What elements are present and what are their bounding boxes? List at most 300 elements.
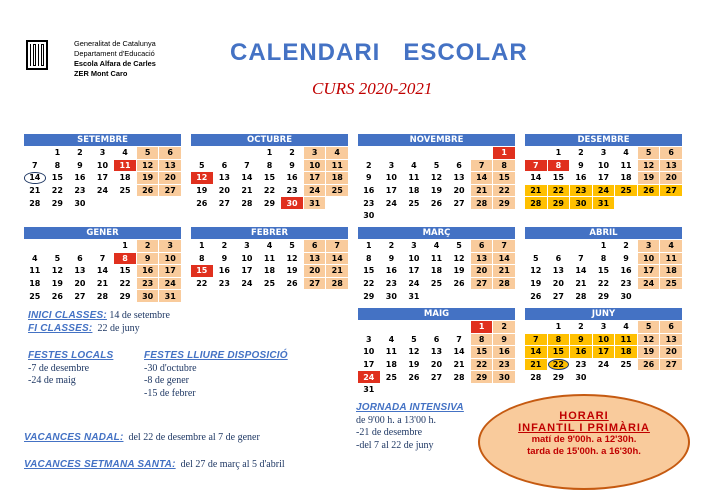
day-cell: 18 <box>430 266 443 276</box>
day-cell: 19 <box>638 172 660 184</box>
day-cell: 17 <box>593 346 615 358</box>
day-cell: 16 <box>137 265 159 277</box>
empty-cell <box>381 147 403 159</box>
empty-cell <box>548 240 570 252</box>
day-cell: 12 <box>408 347 420 357</box>
day-cell: 9 <box>578 160 584 170</box>
empty-cell <box>525 147 547 159</box>
day-cell: 6 <box>456 160 462 170</box>
day-cell: 2 <box>578 148 584 158</box>
day-cell: 17 <box>408 266 420 276</box>
day-cell: 2 <box>493 321 515 333</box>
month-grid <box>358 147 515 222</box>
day-cell: 2 <box>623 241 629 251</box>
horari-mati: matí de 9'00h. a 12'30h. <box>531 434 637 445</box>
day-cell: 9 <box>388 253 395 263</box>
festes-locals-item: -24 de maig <box>28 375 76 386</box>
festes-locals-item: -7 de desembre <box>28 362 90 374</box>
day-cell: 3 <box>388 160 395 170</box>
day-cell: 14 <box>575 266 587 276</box>
day-cell: 3 <box>638 240 660 252</box>
day-cell: 17 <box>159 265 181 277</box>
day-cell: 8 <box>600 253 607 263</box>
day-cell: 1 <box>600 241 607 251</box>
day-cell: 29 <box>363 291 375 301</box>
day-cell: 29 <box>493 197 515 209</box>
day-cell: 19 <box>430 186 443 196</box>
day-cell: 19 <box>530 279 542 289</box>
day-cell: 18 <box>408 186 420 196</box>
day-cell: 4 <box>326 147 348 159</box>
day-cell: 8 <box>365 253 372 263</box>
day-cell: 13 <box>660 160 682 172</box>
day-cell: 26 <box>638 185 660 197</box>
day-cell: 3 <box>244 241 250 251</box>
day-cell: 14 <box>453 347 465 357</box>
day-cell: 6 <box>304 240 326 252</box>
horari-title: HORARI <box>559 410 609 422</box>
day-cell: 16 <box>385 266 397 276</box>
month-grid <box>191 240 348 289</box>
day-cell: 20 <box>660 346 682 358</box>
inici-value: 14 de setembre <box>106 310 170 321</box>
day-cell: 22 <box>196 279 208 289</box>
day-cell: 31 <box>304 197 326 209</box>
day-cell: 9 <box>493 334 515 346</box>
day-cell: 9 <box>623 253 629 263</box>
day-cell: 17 <box>385 186 397 196</box>
vacances-setmana-santa <box>24 459 285 470</box>
day-cell: 13 <box>159 160 181 172</box>
day-cell: 19 <box>137 172 159 184</box>
festes-lliure-item: -30 d'octubre <box>144 362 197 374</box>
day-cell: 21 <box>453 360 465 370</box>
day-cell: 24 <box>597 360 610 370</box>
month-name: GENER <box>24 227 181 239</box>
org-line: Generalitat de Catalunya <box>74 39 156 48</box>
month-grid <box>525 321 682 383</box>
day-cell: 22 <box>119 279 131 289</box>
day-cell: 29 <box>471 371 493 383</box>
day-cell: 4 <box>31 253 38 263</box>
day-cell: 6 <box>471 240 493 252</box>
empty-cell <box>191 147 213 159</box>
day-cell: 23 <box>363 198 375 208</box>
day-cell: 26 <box>638 359 660 371</box>
day-cell: 18 <box>263 266 276 276</box>
day-cell: 3 <box>600 148 607 158</box>
day-cell: 7 <box>493 240 515 252</box>
empty-cell <box>471 147 493 159</box>
day-cell: 17 <box>597 173 610 183</box>
day-cell: 25 <box>660 278 682 290</box>
day-cell: 26 <box>286 279 298 289</box>
day-cell: 5 <box>456 241 462 251</box>
day-cell: 31 <box>593 197 615 209</box>
empty-cell <box>403 321 425 333</box>
day-cell: 30 <box>493 371 515 383</box>
day-cell: 22 <box>363 279 375 289</box>
month-name: SETEMBRE <box>24 134 181 146</box>
horari-oval <box>478 394 690 490</box>
month-novembre <box>358 134 515 222</box>
day-cell: 11 <box>29 266 41 276</box>
day-cell: 1 <box>493 147 515 159</box>
day-cell: 6 <box>77 253 83 263</box>
day-cell: 10 <box>593 334 615 346</box>
horari-subtitle: INFANTIL I PRIMÀRIA <box>518 422 650 434</box>
fi-label: FI CLASSES: <box>28 322 93 334</box>
day-cell: 3 <box>411 241 417 251</box>
day-cell: 25 <box>119 186 131 196</box>
day-cell: 8 <box>471 334 493 346</box>
day-cell: 12 <box>530 266 542 276</box>
day-cell: 20 <box>74 279 86 289</box>
day-cell: 7 <box>456 334 462 344</box>
day-cell: 20 <box>552 279 564 289</box>
day-cell: 20 <box>218 186 230 196</box>
day-cell: 2 <box>77 148 83 158</box>
day-cell: 4 <box>388 334 395 344</box>
day-cell: 8 <box>266 160 273 170</box>
day-cell: 19 <box>408 360 420 370</box>
day-cell: 14 <box>530 173 542 183</box>
day-cell: 18 <box>119 173 131 183</box>
day-cell: 28 <box>471 197 493 209</box>
day-cell: 11 <box>114 160 136 172</box>
empty-cell <box>403 147 425 159</box>
month-grid <box>525 240 682 302</box>
day-cell: 13 <box>453 173 465 183</box>
day-cell: 30 <box>137 290 159 302</box>
day-cell: 16 <box>286 173 298 183</box>
empty-cell <box>236 147 258 159</box>
day-cell: 30 <box>385 291 397 301</box>
day-cell: 15 <box>191 265 213 277</box>
day-cell: 20 <box>471 265 493 277</box>
day-cell: 15 <box>552 173 564 183</box>
day-cell: 30 <box>570 197 592 209</box>
day-cell: 17 <box>96 173 109 183</box>
day-cell: 27 <box>430 372 443 382</box>
day-cell: 27 <box>74 291 86 301</box>
intensiva-item: de 9'00 h. a 13'00 h. <box>356 414 436 426</box>
nadal-label: VACANCES NADAL: <box>24 432 124 443</box>
day-cell: 7 <box>578 253 584 263</box>
day-cell: 24 <box>593 185 615 197</box>
day-cell: 28 <box>96 291 109 301</box>
vacances-nadal <box>24 432 260 443</box>
festes-lliure <box>144 350 288 400</box>
empty-cell <box>358 321 380 333</box>
day-cell: 21 <box>575 279 587 289</box>
empty-cell <box>358 147 380 159</box>
day-cell: 26 <box>453 279 465 289</box>
day-cell: 6 <box>433 334 440 344</box>
day-cell: 23 <box>218 279 230 289</box>
day-cell: 15 <box>597 266 610 276</box>
day-cell: 10 <box>385 173 397 183</box>
day-cell: 21 <box>241 186 253 196</box>
day-cell: 17 <box>304 172 326 184</box>
day-cell: 10 <box>597 160 610 170</box>
day-cell: 24 <box>241 279 253 289</box>
jornada-intensiva <box>356 402 464 452</box>
day-cell: 25 <box>615 185 637 197</box>
day-cell: 27 <box>304 278 326 290</box>
day-cell: 7 <box>326 240 348 252</box>
day-cell: 12 <box>453 253 465 263</box>
month-gener <box>24 227 181 302</box>
day-cell: 19 <box>51 279 63 289</box>
day-cell: 30 <box>363 211 375 221</box>
day-cell: 27 <box>218 198 230 208</box>
intensiva-item: -del 7 al 22 de juny <box>356 439 434 451</box>
day-cell: 10 <box>408 253 420 263</box>
festes-locals-label: FESTES LOCALS <box>28 350 114 361</box>
month-name: JUNY <box>525 308 682 320</box>
empty-cell <box>448 147 470 159</box>
day-cell: 22 <box>471 359 493 371</box>
day-cell: 12 <box>286 253 298 263</box>
day-cell: 3 <box>159 240 181 252</box>
fi-value: 22 de juny <box>92 322 140 334</box>
day-cell: 26 <box>430 198 443 208</box>
day-cell: 7 <box>525 334 547 346</box>
day-cell: 21 <box>96 279 109 289</box>
day-cell: 18 <box>615 346 637 358</box>
festes-lliure-item: -8 de gener <box>144 375 189 386</box>
month-abril <box>525 227 682 302</box>
day-cell: 31 <box>363 385 375 395</box>
empty-cell <box>92 240 114 252</box>
day-cell: 20 <box>430 360 443 370</box>
day-cell: 15 <box>548 346 570 358</box>
month-grid <box>24 147 181 209</box>
day-cell: 21 <box>471 185 493 197</box>
day-cell: 27 <box>471 278 493 290</box>
day-cell: 21 <box>493 265 515 277</box>
month-name: DESEMBRE <box>525 134 682 146</box>
month-febrer <box>191 227 348 289</box>
horari-tarda: tarda de 15'00h. a 16'30h. <box>527 446 641 457</box>
day-cell: 25 <box>326 185 348 197</box>
day-cell: 11 <box>430 253 443 263</box>
day-cell: 16 <box>570 346 592 358</box>
day-cell: 22 <box>493 185 515 197</box>
day-cell: 15 <box>471 346 493 358</box>
day-cell: 25 <box>263 279 276 289</box>
day-cell: 20 <box>453 186 465 196</box>
day-cell: 22 <box>263 186 276 196</box>
day-cell: 27 <box>453 198 465 208</box>
day-cell: 24 <box>385 198 397 208</box>
day-cell: 13 <box>304 253 326 265</box>
day-cell: 20 <box>159 172 181 184</box>
day-cell: 13 <box>552 266 564 276</box>
day-cell: 13 <box>471 253 493 265</box>
empty-cell <box>47 240 69 252</box>
org-line: Escola Alfara de Carles <box>74 59 156 68</box>
day-cell: 14 <box>471 172 493 184</box>
day-cell: 19 <box>196 186 208 196</box>
day-cell: 26 <box>530 291 542 301</box>
day-cell: 30 <box>620 291 632 301</box>
empty-cell <box>570 240 592 252</box>
day-cell: 17 <box>241 266 253 276</box>
day-cell: 5 <box>137 147 159 159</box>
day-cell: 12 <box>638 160 660 172</box>
day-cell: 24 <box>408 279 420 289</box>
empty-cell <box>24 240 46 252</box>
day-cell: 13 <box>660 334 682 346</box>
day-cell: 10 <box>241 253 253 263</box>
day-cell: 6 <box>159 147 181 159</box>
day-cell: 16 <box>620 266 632 276</box>
day-cell: 15 <box>263 173 276 183</box>
day-cell: 19 <box>453 266 465 276</box>
day-cell: 11 <box>385 347 397 357</box>
page-title: CALENDARI ESCOLAR <box>230 39 528 66</box>
month-desembre <box>525 134 682 209</box>
day-cell: 31 <box>408 291 420 301</box>
day-cell: 9 <box>77 160 83 170</box>
day-cell: 7 <box>31 160 38 170</box>
inici-label: INICI CLASSES: <box>28 310 107 321</box>
day-cell: 1 <box>365 241 372 251</box>
day-cell: 5 <box>54 253 61 263</box>
day-cell: 16 <box>74 173 86 183</box>
empty-cell <box>426 147 448 159</box>
day-cell: 8 <box>114 253 136 265</box>
day-cell: 5 <box>638 321 660 333</box>
santa-label: VACANCES SETMANA SANTA: <box>24 459 176 470</box>
day-cell: 21 <box>525 185 547 197</box>
month-setembre <box>24 134 181 209</box>
day-cell: 28 <box>29 198 41 208</box>
day-cell: 15 <box>119 266 131 276</box>
day-cell: 8 <box>198 253 205 263</box>
day-cell: 1 <box>471 321 493 333</box>
day-cell: 2 <box>137 240 159 252</box>
day-cell: 23 <box>385 279 397 289</box>
day-cell: 29 <box>597 291 610 301</box>
day-cell: 14 <box>525 346 547 358</box>
day-cell: 2 <box>388 241 395 251</box>
month-grid <box>525 147 682 209</box>
day-cell: 12 <box>191 172 213 184</box>
day-cell: 23 <box>493 359 515 371</box>
day-cell: 31 <box>159 290 181 302</box>
day-cell: 30 <box>281 197 303 209</box>
day-cell: 11 <box>408 173 420 183</box>
day-cell: 7 <box>525 160 547 172</box>
day-cell: 3 <box>365 334 372 344</box>
day-cell: 3 <box>304 147 326 159</box>
day-cell: 13 <box>430 347 443 357</box>
day-cell: 2 <box>365 160 372 170</box>
day-cell: 23 <box>620 279 632 289</box>
generalitat-logo-icon <box>26 40 48 70</box>
day-cell: 8 <box>548 160 570 172</box>
day-cell: 16 <box>363 186 375 196</box>
day-cell: 18 <box>385 360 397 370</box>
day-cell: 13 <box>218 173 230 183</box>
empty-cell <box>69 240 91 252</box>
day-cell: 29 <box>119 291 131 301</box>
day-cell: 18 <box>29 279 41 289</box>
day-cell: 14 <box>96 266 109 276</box>
day-cell: 25 <box>29 291 41 301</box>
day-cell: 25 <box>430 279 443 289</box>
day-cell: 11 <box>615 334 637 346</box>
day-cell: 8 <box>493 160 515 172</box>
day-cell: 24 <box>96 186 109 196</box>
day-cell: 19 <box>286 266 298 276</box>
day-cell: 28 <box>453 372 465 382</box>
day-cell: 3 <box>600 322 607 332</box>
month-name: NOVEMBRE <box>358 134 515 146</box>
day-cell: 23 <box>286 186 298 196</box>
day-cell: 21 <box>326 265 348 277</box>
day-cell: 24 <box>358 371 380 383</box>
month-grid <box>358 240 515 302</box>
month-marc <box>358 227 515 302</box>
day-cell: 5 <box>198 160 205 170</box>
day-cell: 1 <box>54 148 61 158</box>
day-cell: 10 <box>304 160 326 172</box>
day-cell: 28 <box>241 198 253 208</box>
day-cell: 30 <box>74 198 86 208</box>
empty-cell <box>426 321 448 333</box>
day-cell: 12 <box>137 160 159 172</box>
day-cell: 14 <box>24 172 46 184</box>
day-cell: 24 <box>304 185 326 197</box>
org-line: ZER Mont Caro <box>74 69 128 78</box>
header <box>0 0 712 130</box>
intensiva-item: -21 de desembre <box>356 427 423 438</box>
day-cell: 29 <box>51 198 63 208</box>
day-cell: 21 <box>29 186 41 196</box>
day-cell: 12 <box>430 173 443 183</box>
day-cell: 2 <box>289 148 295 158</box>
month-grid <box>191 147 348 209</box>
empty-cell <box>448 321 470 333</box>
month-octubre <box>191 134 348 209</box>
month-name: ABRIL <box>525 227 682 239</box>
day-cell: 5 <box>289 241 295 251</box>
month-grid <box>358 321 515 396</box>
day-cell: 1 <box>555 322 562 332</box>
day-cell: 4 <box>433 241 440 251</box>
day-cell: 10 <box>96 160 109 170</box>
day-cell: 14 <box>241 173 253 183</box>
day-cell: 15 <box>51 173 63 183</box>
day-cell: 28 <box>575 291 587 301</box>
month-name: FEBRER <box>191 227 348 239</box>
day-cell: 23 <box>137 278 159 290</box>
day-cell: 8 <box>548 334 570 346</box>
day-cell: 12 <box>51 266 63 276</box>
day-cell: 16 <box>218 266 230 276</box>
day-cell: 30 <box>575 372 587 382</box>
day-cell: 20 <box>304 265 326 277</box>
day-cell: 9 <box>365 173 372 183</box>
day-cell: 19 <box>638 346 660 358</box>
organization-block <box>74 39 156 79</box>
festes-lliure-item: -15 de febrer <box>144 387 196 399</box>
day-cell: 4 <box>623 322 629 332</box>
